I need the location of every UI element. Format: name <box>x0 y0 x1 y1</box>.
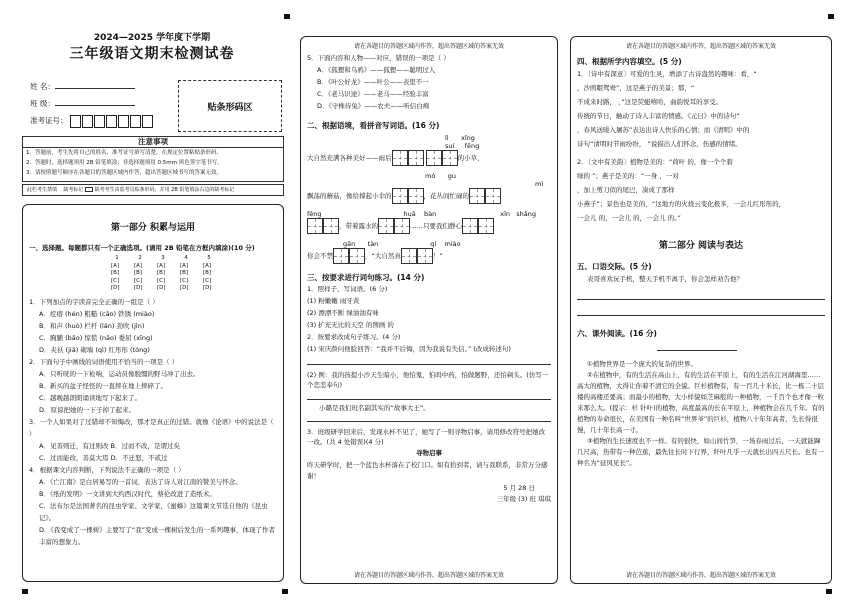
id-digit-box[interactable] <box>70 115 81 128</box>
notice-item: 2．答题时，选择题须用 2B 铅笔填涂；非选择题须用 0.5mm 黑色签字笔书写。 <box>26 160 223 166</box>
id-digit-box[interactable] <box>142 115 153 128</box>
write-box[interactable] <box>408 150 424 166</box>
option: B．《纸的发明》一文讲到大约西汉时代，蔡伦改进了造纸术。 <box>39 489 216 498</box>
registration-mark <box>284 14 290 19</box>
write-box[interactable] <box>323 218 339 234</box>
section-3-heading: 三、按要求进行词句练习。(14 分) <box>307 273 425 282</box>
pinyin-row: mó gumì 飘荡的蘑菇，像给撑起小伞的 ，花丛间忙碌的 <box>307 172 551 204</box>
lost-title: 寻物启事 <box>416 449 442 457</box>
question-5: 5．下面内容和人物——对应，错误的一项是（ ） <box>307 54 450 62</box>
class-field[interactable] <box>55 105 135 106</box>
notice-box <box>22 136 284 182</box>
option: D．原谅把她的一下子掉了起来。 <box>39 405 136 414</box>
option: C．越晚越朗朗诵读地写下起来了。 <box>39 393 142 402</box>
id-digit-box[interactable] <box>106 115 117 128</box>
absence-mark-row: 此栏考生禁填 缺考标记 缺考考生由监考员贴条形码，并用 2B 铅笔填涂右边的缺考标记 <box>22 184 284 196</box>
option: A．见善则迁，有过则改 B．过而不改，是谓过矣 <box>39 441 180 450</box>
question-1-3: 3．一个人如果对了过错却不知悔改，那才是真正的过错。就像《论语》中的说法是（ ） <box>29 417 274 438</box>
id-digit-box[interactable] <box>130 115 141 128</box>
header <box>22 32 282 64</box>
section-5-heading: 五、口语交际。(5 分) <box>577 262 652 271</box>
write-box[interactable] <box>469 188 485 204</box>
option: C．《老马识途》——老马——经验丰富 <box>317 90 429 98</box>
write-box[interactable] <box>392 150 408 166</box>
answer-grid: 1 2 3 4 5 [A] [A] [A] [A] [A] [B] [B] [B] [B] [B] [C] [C] [C] [C] [C] [D] [D] [D] [D] [D] <box>111 255 277 293</box>
write-box[interactable] <box>307 218 323 234</box>
answer-area-notice: 请在各题目的答题区域内作答，超出答题区域的答案无效 <box>571 568 831 581</box>
option: D．《我变成了一棵树》主要写了“我”变成一棵树后发生的一系列趣事，体现了作者丰富的想象力。 <box>39 525 275 546</box>
write-box[interactable] <box>462 218 478 234</box>
write-box[interactable] <box>442 150 458 166</box>
question-1-1: 1．下列加点的字读音完全正确的一组是（ ） <box>29 297 159 306</box>
absence-checkbox[interactable] <box>85 187 93 192</box>
answer-area-notice: 请在各题目的答题区域内作答，超出答题区域的答案无效 <box>353 43 504 50</box>
id-digit-box[interactable] <box>82 115 93 128</box>
name-field[interactable] <box>55 88 135 89</box>
option: C．胸脯 (bǎo) 惊慌 (nāo) 委屈 (xīng) <box>39 333 153 342</box>
question-1-4: 4．根据课文内容判断，下列说法不正确的一项是（ ） <box>29 465 185 474</box>
write-box[interactable] <box>408 188 424 204</box>
question-1-heading: 一、选择题。每题都只有一个正确选项。(请用 2B 铅笔在方框内填涂)(10 分) <box>29 244 255 252</box>
barcode-label: 贴条形码区 <box>207 102 253 113</box>
notice-title: 注意事项 <box>23 137 283 148</box>
section-6-heading: 六、课外阅读。(16 分) <box>577 329 657 338</box>
answer-area-notice: 请在各题目的答题区域内作答，超出答题区域的答案无效 <box>353 572 504 579</box>
column-2: 请在各题目的答题区域内作答，超出答题区域的答案无效 5．下面内容和人物——对应，错误的一项是（ ） A．《狐狸和乌鸦》——狐狸——聪明过人 B．《叶公好龙》——叶公——表里不一 C．《老马识途》——老马——经验丰富 D．《守株待兔》——农夫——听信白痴 二、根据语境，看拼音写词语。(16 分) lì xǐngsuí fēng 大自然充满各种美好——雨后 的小草， mó gumì 飘荡的蘑菇，像给撑起小伞的 ，花丛间忙碌的 fēng huā bàn xīn shǎng ，带着露水的 ……只要我们静心 gǎn tàn qí miào 你会不禁 ，“大自然真 ！” 三、按要求进行词句练习。(14 分) 1．照样子，写词语。(6 分) (1) 粉嫩嫩 雨牙黄 (2) 漂漂不断 绿油油有味 (3) 扩充无比的天空 的图画 的 2．按要求改成句子练习。(4 分) (1) 宋庆龄问他脸回答：“我并不后悔，因为我说有失信。” (改成转述句) (2) 例：我的孩提小沙天生暗小，他怕鬼，怕吗中药，怕做题野，还怕剃头。(仿写一个恋恋奉句) 小璐是我们班名副其实的“故事大王”。 3．班级研学回来后，发现水杯不见了，她写了一则寻物启事，请用修改符号把她改一改。(共 4 处错误)(4 分) 寻物启事 昨天研学时，把一个蓝色水杯落在了校门口。如有拾到者，请与我联系，非常万分感谢！ 5 月 28 日 三年级 (3) 班 琪琪 请在各题目的答题区域内作答，超出答题区域的答案无效 <box>300 36 558 584</box>
option: D．夹袄 (jiá) 砌墙 (qì) 红彤彤 (tóng) <box>39 345 150 354</box>
part2-title: 第二部分 阅读与表达 <box>658 241 744 251</box>
option: C．法布尔是法国著名的昆虫学家、文学家，《蜜蜂》这篇课文节选自他的《昆虫记》。 <box>39 501 268 522</box>
exam-title: 三年级语文期末检测试卷 <box>69 46 235 62</box>
id-digit-box[interactable] <box>94 115 105 128</box>
option: A．疙瘩 (hén) 粗糙 (cāo) 铁锈 (miào) <box>39 309 155 318</box>
answer-line[interactable] <box>307 390 551 400</box>
option: A．《狐狸和乌鸦》——狐狸——聪明过人 <box>317 66 436 74</box>
answer-line[interactable] <box>307 355 551 365</box>
write-box[interactable] <box>333 248 349 264</box>
notice-item: 3．请按照题号顺序在各题目的答题区域内作答，超出答题区域书写的答案无效。 <box>26 170 223 176</box>
exam-year: 2024—2025 学年度下学期 <box>93 33 211 43</box>
lost-body: 昨天研学时，把一个蓝色水杯落在了校门口。如有拾到者，请与我联系，非常万分感谢！ <box>307 461 548 480</box>
registration-mark <box>282 589 288 594</box>
write-box[interactable] <box>394 218 410 234</box>
registration-mark <box>828 14 834 19</box>
write-box[interactable] <box>378 218 394 234</box>
registration-mark <box>826 589 832 594</box>
answer-grid-row[interactable]: [A] [A] [A] [A] [A] <box>111 262 212 269</box>
write-box[interactable] <box>485 188 501 204</box>
part1-box <box>22 204 284 582</box>
write-box[interactable] <box>349 248 365 264</box>
pinyin-row: fēng huā bàn xīn shǎng ，带着露水的 ……只要我们静心 <box>307 210 551 234</box>
option: D．《守株待兔》——农夫——听信白痴 <box>317 102 430 110</box>
barcode-area <box>178 80 282 132</box>
write-box[interactable] <box>401 248 417 264</box>
answer-grid-row[interactable]: [B] [B] [B] [B] [B] <box>111 270 212 276</box>
write-box[interactable] <box>392 188 408 204</box>
write-box[interactable] <box>478 218 494 234</box>
part1-title: 第一部分 积累与运用 <box>110 223 196 233</box>
answer-line[interactable] <box>577 302 825 316</box>
reading-title-line[interactable] <box>657 339 737 351</box>
option: A．《亡江南》是白居易写的一首词，表达了诗人对江南的赞美与怀念。 <box>39 477 242 486</box>
id-digit-box[interactable] <box>118 115 129 128</box>
option: B．《叶公好龙》——叶公——表里不一 <box>317 78 429 86</box>
answer-grid-row[interactable]: [C] [C] [C] [C] [C] <box>111 277 212 284</box>
write-box[interactable] <box>426 150 442 166</box>
write-box[interactable] <box>417 248 433 264</box>
column-3: 请在各题目的答题区域内作答，超出答题区域的答案无效 四、根据所学内容填空。(5 分) 1．〔诗中有深意〕可爱的生灵，增添了古诗盎然的趣味：看，“ ，沙鸥眠鸳鸯”，这是燕子的美景；那，“ 不成来时路， ，”这是荧蜓嘻哈，曲韵悦耳的享受。 传统的节日，触动了诗人丰富的情感。《元日》中的诗句“ ，春风送暖入屠苏”表达出诗人快乐的心情；而《清明》中的 诗句“清明时节雨纷纷， ”说描出人们怀念、伤感的情绪。 2．〔文中有美韵〕植物是美的：“荷叶 的，像一个个碧 绿的 ”；燕子是美的：“一身 ，一对 ，加上剪刀似的尾巴，凑成了那样 小燕子”；景色也是美的，“这地方的火烧云变化极多，一会儿红彤彤的， 一会儿 的，一会儿 的，一会儿 的。” 第二部分 阅读与表达 五、口语交际。(5 分) 表哥喜欢玩手机，整天手机不离手，你会怎样劝告他？ 六、课外阅读。(16 分) ①植物世界是一个庞大的复杂的世界。 ②在植物中，有的生活在高山上，有的生活在平原上，有的生活在江河湖海里……高大的植物，大得让你着不清它的全貌。巨杉植物有，有一百几十米长，比一栋二十层楼的高楼还要高；而最小的植物，大小样貌如芝麻般的一种植物，一千百个也才像一粒米那么大。(提示：杉 针叶)的植物，高度最高的长在平原上，种植物会在几千年。有的植物的寿命很长，在美国有一种名叫“世界爷”的巨杉，植物八十年年高者，生长得很慢，几十年长高一寸。 ③植物的生长速度也不一样。有的很快，如山间竹笋，一场春雨过后，一天就能蹿几尺高，热带有一种芭蕉，最先往长时下行界，纤叶几乎一天就长出四五尺长。也有一种名为“延风见长”。 请在各题目的答题区域内作答，超出答题区域的答案无效 <box>570 36 832 584</box>
answer-area-notice: 请在各题目的答题区域内作答，超出答题区域的答案无效 <box>625 43 776 50</box>
option: A．只听咣的一下枪响，运动员像脱缰的野马冲了出去。 <box>39 369 200 378</box>
section-4-heading: 四、根据所学内容填空。(5 分) <box>577 57 682 66</box>
question-1-2: 2．下面句子中画线的词语使用不恰当的一项是（ ） <box>29 357 179 366</box>
pinyin-row: lì xǐngsuí fēng 大自然充满各种美好——雨后 的小草， <box>307 134 551 166</box>
notice-item: 1．答题前，考生先将自己的姓名、准考证号填写清楚，在规定位置粘贴条形码。 <box>26 150 223 156</box>
student-info <box>30 78 170 129</box>
id-label: 准考证号： <box>30 116 68 125</box>
section-2-heading: 二、根据语境，看拼音写词语。(16 分) <box>307 121 440 130</box>
answer-line[interactable] <box>307 414 551 422</box>
registration-mark <box>22 589 28 594</box>
class-label: 班 级： <box>30 99 55 108</box>
option: C．过而能改，善莫大焉 D．不迁怒，不贰过 <box>39 453 168 462</box>
answer-grid-row[interactable]: [D] [D] [D] [D] [D] <box>111 285 212 291</box>
option: B．和声 (huò) 栏杆 (lán) 劲吹 (jìn) <box>39 321 145 330</box>
answer-line[interactable] <box>577 286 825 300</box>
pinyin-row: gǎn tàn qí miào 你会不禁 ，“大自然真 ！” <box>307 240 551 264</box>
option: B．新买的盆子怪怪的一直摔在地上摔碎了。 <box>39 381 167 390</box>
name-label: 姓 名： <box>30 82 55 91</box>
